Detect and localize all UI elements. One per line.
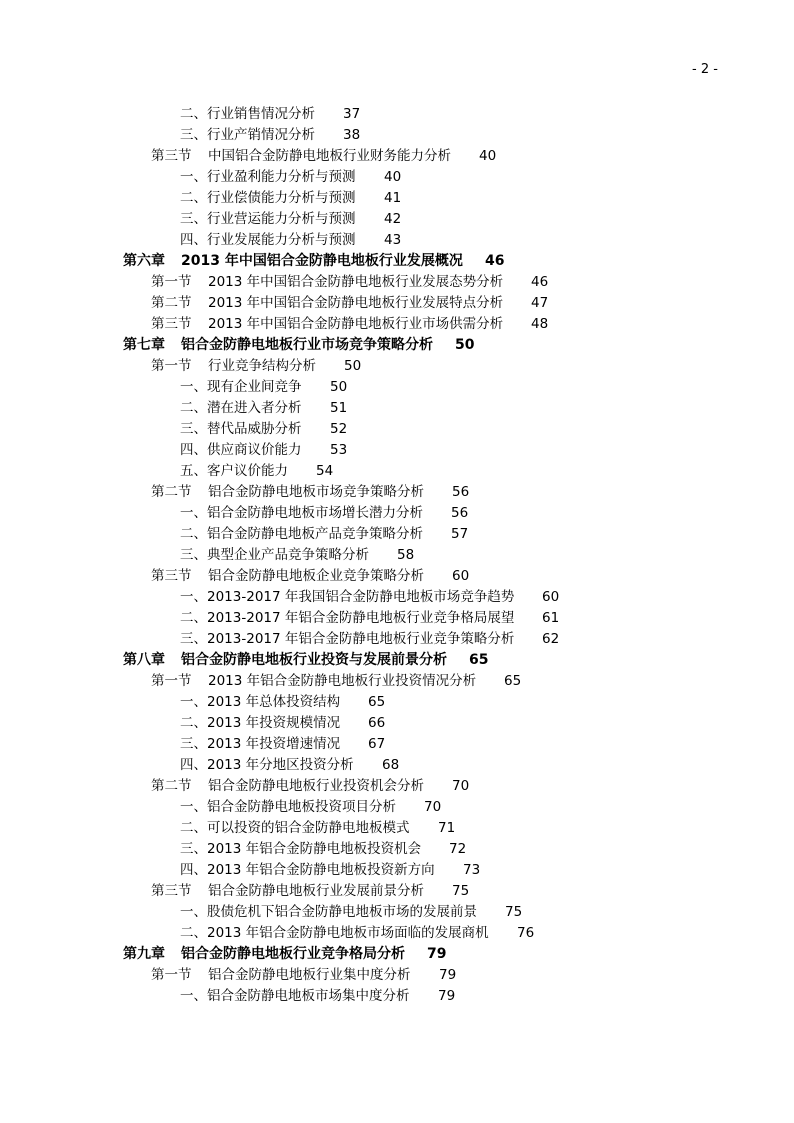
toc-section[interactable] (0, 671, 794, 692)
toc-entry-title: 三、行业营运能力分析与预测 (180, 211, 356, 227)
toc-entry-title: 二、行业销售情况分析 (180, 106, 315, 122)
toc-page-number: 70 (452, 778, 470, 794)
toc-page-number: 76 (517, 925, 535, 941)
toc-section[interactable] (0, 314, 794, 335)
toc-entry-title: 2013 年中国铝合金防静电地板行业发展态势分析 (208, 274, 504, 290)
toc-entry-title: 2013 年中国铝合金防静电地板行业发展特点分析 (208, 295, 504, 311)
toc-page-number: 52 (330, 421, 348, 437)
toc-page-number: 66 (368, 715, 386, 731)
toc-entry-title: 一、现有企业间竞争 (180, 379, 302, 395)
toc-page-number: 75 (452, 883, 470, 899)
toc-entry-title: 二、可以投资的铝合金防静电地板模式 (180, 820, 410, 836)
toc-subsection[interactable] (0, 188, 794, 209)
toc-entry-title: 一、2013-2017 年我国铝合金防静电地板市场竞争趋势 (180, 589, 515, 605)
toc-subsection[interactable] (0, 398, 794, 419)
toc-page-number: 79 (438, 988, 456, 1004)
toc-page-number: 57 (451, 526, 469, 542)
toc-entry-label: 第二节 (151, 295, 192, 311)
toc-entry-title: 二、行业偿债能力分析与预测 (180, 190, 356, 206)
toc-page-number: 62 (542, 631, 560, 647)
toc-subsection[interactable] (0, 545, 794, 566)
toc-subsection[interactable] (0, 209, 794, 230)
toc-subsection[interactable] (0, 755, 794, 776)
toc-subsection[interactable] (0, 902, 794, 923)
toc-page-number: 65 (368, 694, 386, 710)
toc-section[interactable] (0, 272, 794, 293)
toc-section[interactable] (0, 356, 794, 377)
toc-subsection[interactable] (0, 587, 794, 608)
toc-entry-label: 第一节 (151, 274, 192, 290)
toc-subsection[interactable] (0, 629, 794, 650)
toc-entry-title: 三、行业产销情况分析 (180, 127, 315, 143)
toc-entry-title: 三、2013-2017 年铝合金防静电地板行业竞争策略分析 (180, 631, 515, 647)
toc-page-number: 51 (330, 400, 348, 416)
toc-entry-title: 一、2013 年总体投资结构 (180, 694, 341, 710)
toc-subsection[interactable] (0, 524, 794, 545)
toc-subsection[interactable] (0, 608, 794, 629)
toc-subsection[interactable] (0, 503, 794, 524)
toc-page-number: 47 (531, 295, 549, 311)
toc-entry-title: 三、典型企业产品竞争策略分析 (180, 547, 369, 563)
toc-page-number: 75 (505, 904, 523, 920)
toc-subsection[interactable] (0, 440, 794, 461)
toc-entry-label: 第八章 (123, 652, 165, 668)
toc-entry-title: 一、铝合金防静电地板市场增长潜力分析 (180, 505, 423, 521)
toc-entry-label: 第一节 (151, 673, 192, 689)
toc-entry-label: 第三节 (151, 148, 192, 164)
toc-entry-title: 铝合金防静电地板行业发展前景分析 (208, 883, 424, 899)
toc-subsection[interactable] (0, 125, 794, 146)
toc-chapter[interactable] (0, 251, 794, 272)
toc-entry-title: 四、行业发展能力分析与预测 (180, 232, 356, 248)
toc-page-number: 60 (452, 568, 470, 584)
toc-page-number: 53 (330, 442, 348, 458)
toc-entry-title: 二、潜在进入者分析 (180, 400, 302, 416)
toc-page-number: 79 (427, 946, 447, 962)
toc-chapter[interactable] (0, 944, 794, 965)
toc-page-number: 79 (439, 967, 457, 983)
toc-entry-label: 第二节 (151, 778, 192, 794)
toc-page-number: 48 (531, 316, 549, 332)
toc-page-number: 61 (542, 610, 560, 626)
toc-entry-label: 第一节 (151, 967, 192, 983)
toc-entry-title: 二、2013-2017 年铝合金防静电地板行业竞争格局展望 (180, 610, 515, 626)
toc-entry-title: 一、行业盈利能力分析与预测 (180, 169, 356, 185)
toc-subsection[interactable] (0, 986, 794, 1007)
toc-entry-title: 四、2013 年铝合金防静电地板投资新方向 (180, 862, 435, 878)
toc-chapter[interactable] (0, 650, 794, 671)
toc-entry-label: 第一节 (151, 358, 192, 374)
toc-subsection[interactable] (0, 734, 794, 755)
toc-entry-title: 三、2013 年铝合金防静电地板投资机会 (180, 841, 422, 857)
toc-subsection[interactable] (0, 167, 794, 188)
toc-page-number: 42 (384, 211, 402, 227)
toc-entry-title: 中国铝合金防静电地板行业财务能力分析 (208, 148, 451, 164)
toc-subsection[interactable] (0, 818, 794, 839)
toc-subsection[interactable] (0, 461, 794, 482)
toc-subsection[interactable] (0, 377, 794, 398)
toc-page-number: 70 (424, 799, 442, 815)
toc-chapter[interactable] (0, 335, 794, 356)
toc-page-number: 50 (344, 358, 362, 374)
toc-entry-title: 五、客户议价能力 (180, 463, 288, 479)
toc-entry-label: 第九章 (123, 946, 165, 962)
toc-section[interactable] (0, 482, 794, 503)
toc-page-number: 46 (485, 253, 505, 269)
toc-page-number: 56 (452, 484, 470, 500)
toc-entry-title: 2013 年中国铝合金防静电地板行业市场供需分析 (208, 316, 504, 332)
toc-entry-title: 铝合金防静电地板行业竞争格局分析 (181, 946, 405, 962)
toc-entry-title: 一、股债危机下铝合金防静电地板市场的发展前景 (180, 904, 477, 920)
toc-page-number: 41 (384, 190, 402, 206)
toc-subsection[interactable] (0, 839, 794, 860)
toc-page-number: 54 (316, 463, 334, 479)
table-of-contents (0, 104, 794, 1007)
toc-page-number: 37 (343, 106, 361, 122)
toc-entry-title: 三、替代品威胁分析 (180, 421, 302, 437)
toc-entry-title: 二、铝合金防静电地板产品竞争策略分析 (180, 526, 423, 542)
toc-entry-title: 2013 年铝合金防静电地板行业投资情况分析 (208, 673, 477, 689)
toc-entry-label: 第二节 (151, 484, 192, 500)
toc-page-number: 65 (504, 673, 522, 689)
toc-entry-title: 行业竞争结构分析 (208, 358, 316, 374)
toc-page-number: 60 (542, 589, 560, 605)
toc-page-number: 40 (479, 148, 497, 164)
page-number: - 2 - (692, 62, 718, 77)
toc-entry-title: 二、2013 年铝合金防静电地板市场面临的发展商机 (180, 925, 489, 941)
toc-page-number: 38 (343, 127, 361, 143)
toc-page-number: 72 (449, 841, 467, 857)
toc-entry-label: 第三节 (151, 568, 192, 584)
toc-page-number: 40 (384, 169, 402, 185)
toc-entry-title: 一、铝合金防静电地板市场集中度分析 (180, 988, 410, 1004)
toc-section[interactable] (0, 881, 794, 902)
toc-entry-label: 第六章 (123, 253, 165, 269)
toc-entry-title: 2013 年中国铝合金防静电地板行业发展概况 (181, 253, 463, 269)
toc-entry-title: 铝合金防静电地板企业竞争策略分析 (208, 568, 424, 584)
toc-entry-title: 铝合金防静电地板行业投资机会分析 (208, 778, 424, 794)
toc-entry-title: 三、2013 年投资增速情况 (180, 736, 341, 752)
toc-subsection[interactable] (0, 923, 794, 944)
toc-section[interactable] (0, 776, 794, 797)
toc-page-number: 68 (382, 757, 400, 773)
toc-subsection[interactable] (0, 692, 794, 713)
toc-page-number: 43 (384, 232, 402, 248)
toc-page-number: 50 (455, 337, 475, 353)
toc-entry-label: 第三节 (151, 316, 192, 332)
toc-entry-title: 铝合金防静电地板行业市场竞争策略分析 (181, 337, 433, 353)
toc-section[interactable] (0, 146, 794, 167)
toc-entry-title: 铝合金防静电地板市场竞争策略分析 (208, 484, 424, 500)
toc-entry-title: 铝合金防静电地板行业集中度分析 (208, 967, 411, 983)
toc-page-number: 56 (451, 505, 469, 521)
toc-section[interactable] (0, 566, 794, 587)
toc-subsection[interactable] (0, 713, 794, 734)
toc-entry-label: 第七章 (123, 337, 165, 353)
toc-entry-title: 四、2013 年分地区投资分析 (180, 757, 354, 773)
toc-entry-title: 二、2013 年投资规模情况 (180, 715, 341, 731)
toc-section[interactable] (0, 293, 794, 314)
toc-subsection[interactable] (0, 419, 794, 440)
toc-subsection[interactable] (0, 104, 794, 125)
toc-section[interactable] (0, 965, 794, 986)
toc-page-number: 46 (531, 274, 549, 290)
toc-subsection[interactable] (0, 797, 794, 818)
toc-entry-label: 第三节 (151, 883, 192, 899)
toc-entry-title: 铝合金防静电地板行业投资与发展前景分析 (181, 652, 447, 668)
toc-entry-title: 四、供应商议价能力 (180, 442, 302, 458)
toc-page-number: 58 (397, 547, 415, 563)
toc-entry-title: 一、铝合金防静电地板投资项目分析 (180, 799, 396, 815)
toc-page-number: 67 (368, 736, 386, 752)
toc-page-number: 65 (469, 652, 489, 668)
toc-subsection[interactable] (0, 230, 794, 251)
toc-subsection[interactable] (0, 860, 794, 881)
toc-page-number: 50 (330, 379, 348, 395)
toc-page-number: 73 (463, 862, 481, 878)
toc-page-number: 71 (438, 820, 456, 836)
